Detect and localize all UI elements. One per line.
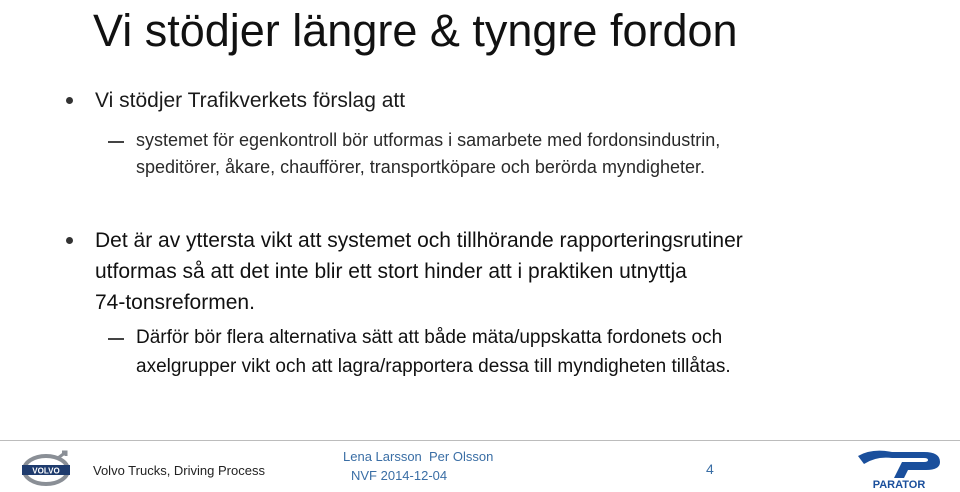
sub-bullet-2-line-2: axelgrupper vikt och att lagra/rapportera dessa till myndigheten tillåtas.	[136, 356, 731, 377]
sub-bullet-dash-2	[108, 338, 124, 340]
footer-left-text: Volvo Trucks, Driving Process	[93, 463, 265, 478]
bullet-dot-2	[66, 237, 73, 244]
bullet-2-line-1: Det är av yttersta vikt att systemet och tillhörande rapporteringsrutiner	[95, 229, 743, 252]
sub-bullet-2-line-1: Därför bör flera alternativa sätt att både mäta/uppskatta fordonets och	[136, 327, 723, 348]
footer-org-date: NVF 2014-12-04	[351, 468, 448, 483]
footer-divider	[0, 440, 960, 441]
bullet-1-text: Vi stödjer Trafikverkets förslag att	[95, 89, 406, 112]
bullet-2-line-3: 74-tonsreformen.	[95, 291, 255, 314]
footer-authors: Lena Larsson Per Olsson	[343, 449, 494, 464]
bullet-dot-1	[66, 97, 73, 104]
parator-logo-text: PARATOR	[872, 479, 926, 490]
page-number: 4	[706, 461, 714, 477]
parator-logo	[852, 446, 946, 490]
bullet-2-line-2: utformas så att det inte blir ett stort hinder att i praktiken utnyttja	[95, 260, 687, 283]
slide-title: Vi stödjer längre & tyngre fordon	[93, 5, 738, 56]
sub-bullet-1-line-2: speditörer, åkare, chaufförer, transportköpare och berörda myndigheter.	[136, 157, 706, 177]
volvo-logo-text: VOLVO	[32, 466, 60, 476]
footer-center-block	[343, 447, 493, 485]
sub-bullet-dash-1	[108, 141, 124, 143]
sub-bullet-1-line-1: systemet för egenkontroll bör utformas i samarbete med fordonsindustrin,	[136, 130, 721, 150]
volvo-logo	[20, 450, 72, 488]
